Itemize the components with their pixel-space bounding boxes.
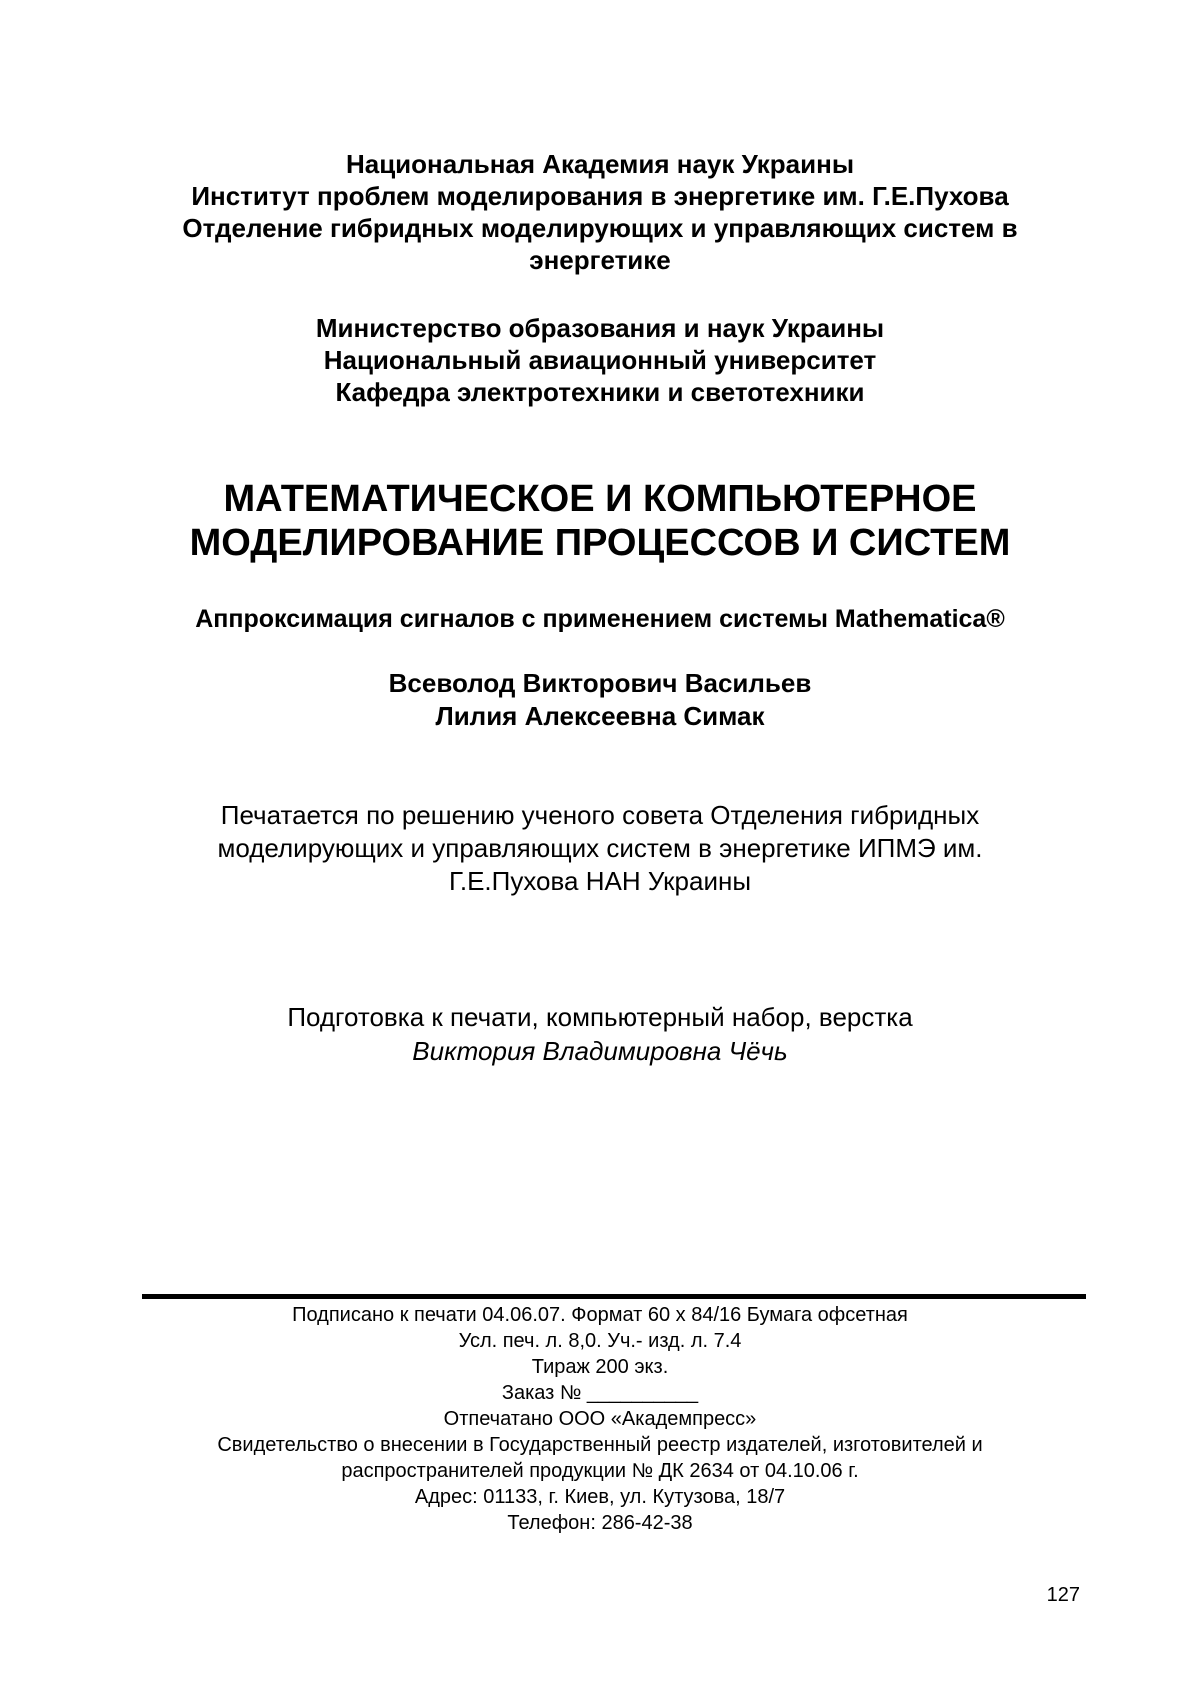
institute-name: Институт проблем моделирования в энергетике им. Г.Е.Пухова <box>191 181 1009 211</box>
imprint-line-certificate-2: распространителей продукции № ДК 2634 от 04.10.06 г. <box>341 1460 859 1482</box>
preparation-label: Подготовка к печати, компьютерный набор, верстка <box>287 1002 913 1032</box>
department-name-line-2: энергетике <box>529 245 671 275</box>
book-title-line-2: МОДЕЛИРОВАНИЕ ПРОЦЕССОВ И СИСТЕМ <box>189 522 1011 564</box>
book-title-line-1: МАТЕМАТИЧЕСКОЕ И КОМПЬЮТЕРНОЕ <box>223 478 977 520</box>
department-name-line-1: Отделение гибридных моделирующих и управляющих систем в <box>182 213 1018 243</box>
imprint-line-address: Адрес: 01133, г. Киев, ул. Кутузова, 18/7 <box>414 1486 786 1508</box>
ministry-header <box>0 312 1200 408</box>
preparation-credit <box>0 1000 1200 1068</box>
approval-note-line-1: Печатается по решению ученого совета Отделения гибридных <box>220 800 980 830</box>
page-number: 127 <box>1046 1584 1080 1606</box>
organization-header <box>0 148 1200 276</box>
imprint-line-phone: Телефон: 286-42-38 <box>507 1512 693 1534</box>
authors <box>0 667 1200 733</box>
author-2: Лилия Алексеевна Симак <box>435 701 765 731</box>
imprint-line-circulation: Тираж 200 экз. <box>531 1356 669 1378</box>
book-subtitle: Аппроксимация сигналов с применением системы Mathematica® <box>195 605 1005 633</box>
imprint-divider <box>142 1294 1086 1299</box>
imprint-line-printer: Отпечатано ООО «Академпресс» <box>443 1408 757 1430</box>
approval-note-line-3: Г.Е.Пухова НАН Украины <box>448 866 752 896</box>
imprint-line-sheets: Усл. печ. л. 8,0. Уч.- изд. л. 7.4 <box>458 1330 742 1352</box>
academy-name: Национальная Академия наук Украины <box>345 149 855 179</box>
chair-name: Кафедра электротехники и светотехники <box>335 377 865 407</box>
book-title <box>0 477 1200 565</box>
imprint-line-signed: Подписано к печати 04.06.07. Формат 60 х 84/16 Бумага офсетная <box>292 1304 908 1326</box>
imprint-block <box>0 1302 1200 1536</box>
approval-note <box>0 799 1200 898</box>
university-name: Национальный авиационный университет <box>323 345 877 375</box>
imprint-line-certificate-1: Свидетельство о внесении в Государственный реестр издателей, изготовителей и <box>217 1434 983 1456</box>
approval-note-line-2: моделирующих и управляющих систем в энергетике ИПМЭ им. <box>217 833 983 863</box>
imprint-line-order: Заказ № __________ <box>501 1382 699 1404</box>
preparation-person: Виктория Владимировна Чёчь <box>412 1036 788 1066</box>
ministry-name: Министерство образования и наук Украины <box>315 313 885 343</box>
author-1: Всеволод Викторович Васильев <box>388 668 812 698</box>
